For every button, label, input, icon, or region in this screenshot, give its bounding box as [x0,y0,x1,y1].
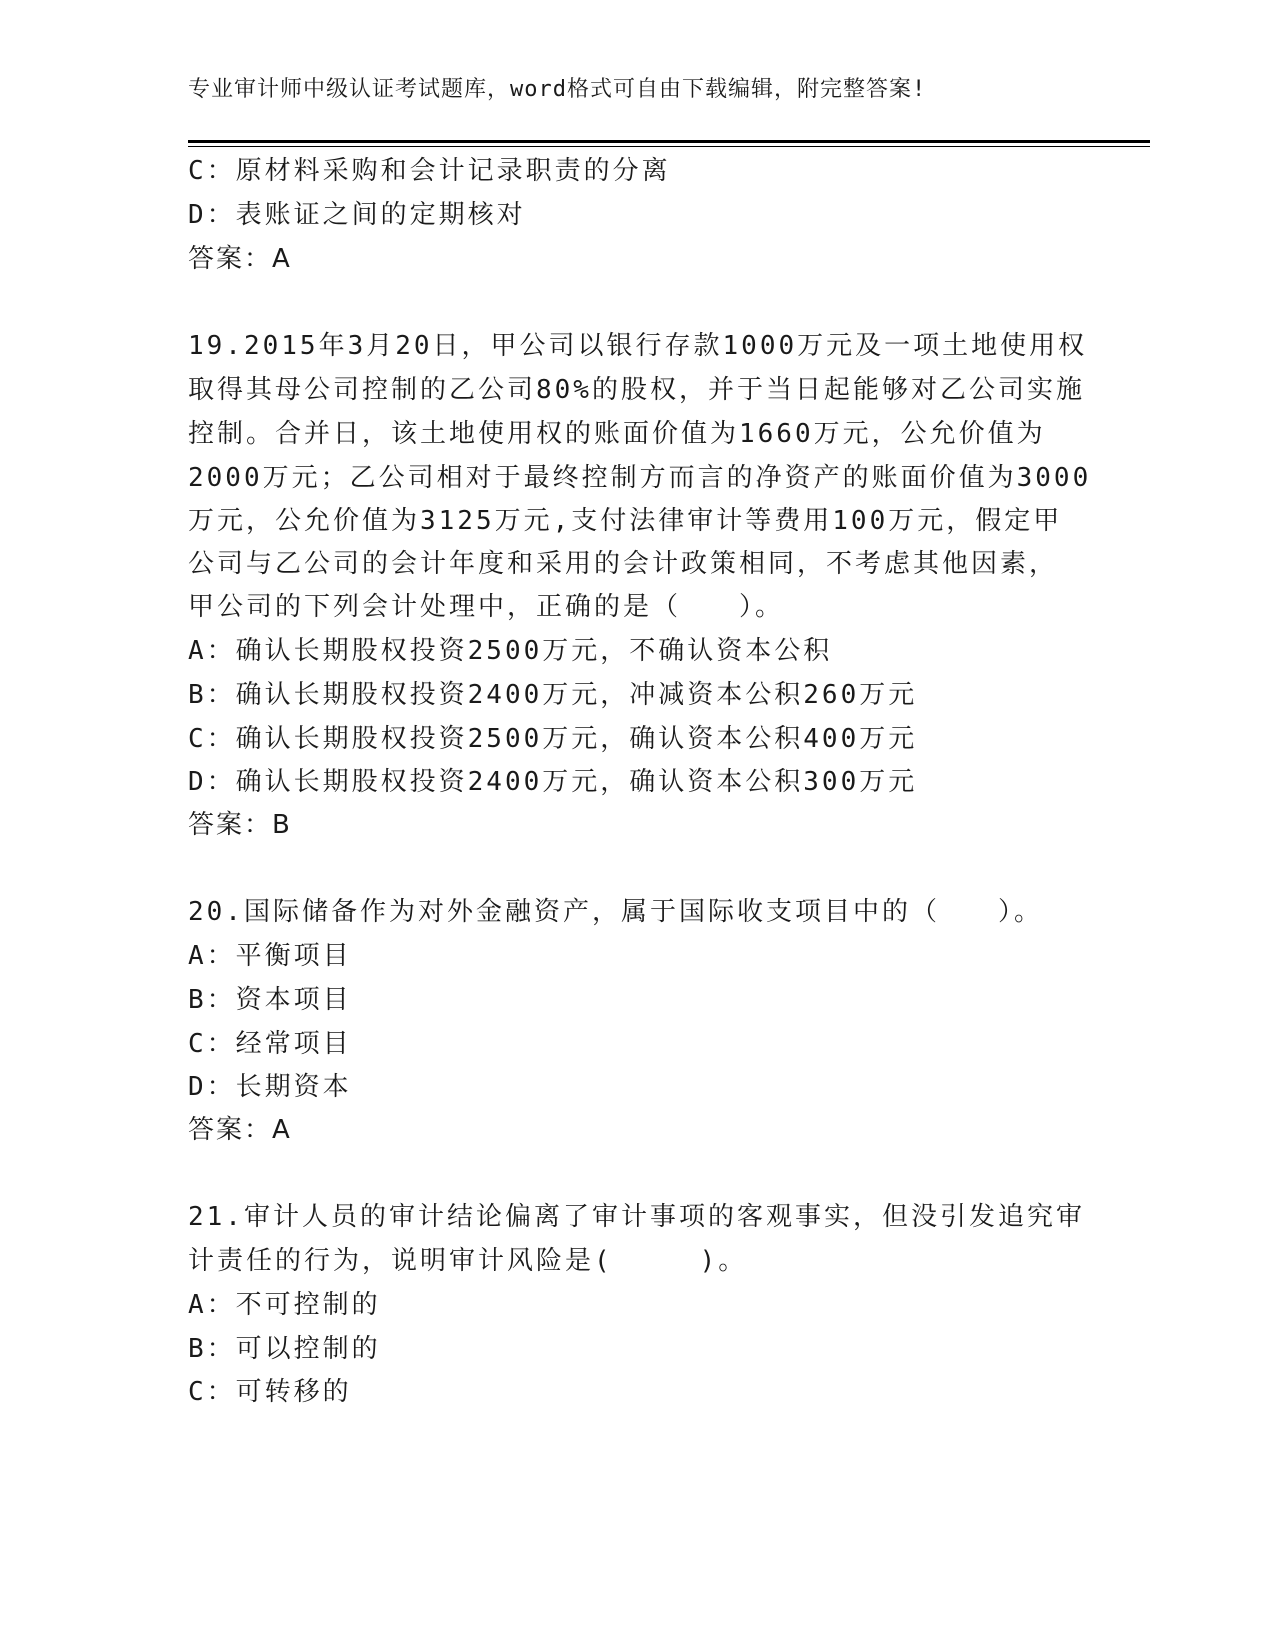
q19-option-d: D：确认长期股权投资2400万元，确认资本公积300万元 [188,767,918,797]
header-rule-thin [188,146,1150,147]
q18-answer: 答案：A [188,244,292,274]
q19-option-c: C：确认长期股权投资2500万元，确认资本公积400万元 [188,724,918,754]
q18-option-d: D：表账证之间的定期核对 [188,200,526,230]
q21-option-c: C：可转移的 [188,1377,352,1407]
q20-option-a: A：平衡项目 [188,941,352,971]
q19-option-b: B：确认长期股权投资2400万元，冲减资本公积260万元 [188,680,918,710]
q19-stem-line-5: 万元，公允价值为3125万元,支付法律审计等费用100万元，假定甲 [188,506,1063,536]
header-rule-thick [188,140,1150,143]
q19-stem-line-2: 取得其母公司控制的乙公司80%的股权，并于当日起能够对乙公司实施 [188,375,1085,405]
q19-stem-line-6: 公司与乙公司的会计年度和采用的会计政策相同，不考虑其他因素， [188,549,1059,579]
q21-option-b: B：可以控制的 [188,1334,381,1364]
q19-stem-line-1: 19.2015年3月20日，甲公司以银行存款1000万元及一项土地使用权 [188,331,1088,361]
q19-stem-line-7: 甲公司的下列会计处理中，正确的是（ ）。 [188,592,785,622]
q20-stem: 20.国际储备作为对外金融资产，属于国际收支项目中的（ ）。 [188,897,1043,927]
q19-stem-line-4: 2000万元；乙公司相对于最终控制方而言的净资产的账面价值为3000 [188,463,1092,493]
q19-option-a: A：确认长期股权投资2500万元，不确认资本公积 [188,636,833,666]
q19-answer: 答案：B [188,810,292,840]
q18-option-c: C：原材料采购和会计记录职责的分离 [188,156,671,186]
q21-option-a: A：不可控制的 [188,1290,381,1320]
q20-answer: 答案：A [188,1115,292,1145]
q20-option-d: D：长期资本 [188,1072,352,1102]
q21-stem-line-1: 21.审计人员的审计结论偏离了审计事项的客观事实，但没引发追究审 [188,1202,1085,1232]
q19-stem-line-3: 控制。合并日，该土地使用权的账面价值为1660万元，公允价值为 [188,419,1046,449]
q20-option-c: C：经常项目 [188,1029,352,1059]
page-header: 专业审计师中级认证考试题库，word格式可自由下载编辑，附完整答案! [188,77,927,102]
q21-stem-line-2: 计责任的行为，说明审计风险是( )。 [188,1246,748,1276]
q20-option-b: B：资本项目 [188,985,352,1015]
